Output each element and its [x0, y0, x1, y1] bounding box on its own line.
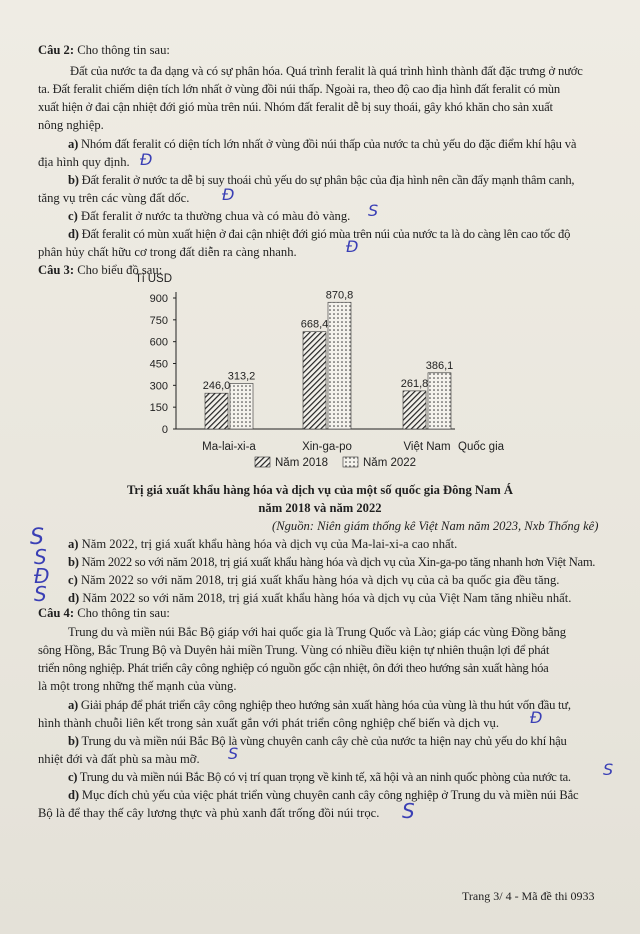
handwritten-mark-q2a: Đ: [140, 150, 153, 169]
handwritten-mark-q3d: S: [34, 582, 47, 606]
q2-a-label: a): [68, 137, 79, 151]
bar-2022-0: [230, 383, 253, 429]
y-tick-label: 0: [161, 424, 168, 436]
q2-title-rest: Cho thông tin sau:: [74, 43, 170, 57]
q3-a-label: a): [68, 537, 79, 551]
q3-title-rest: Cho biểu đồ sau:: [74, 263, 163, 277]
y-tick-label: 150: [149, 402, 168, 415]
bar-2022-1: [328, 302, 351, 429]
y-tick-label: 600: [149, 336, 168, 349]
q2-option-d: [68, 225, 570, 243]
q2-para-line2: ta. Đất feralit chiếm diện tích lớn nhất ở vùng đồi núi thấp. Ngoài ra, theo độ cao địa hình đất feralit có mùn: [38, 82, 561, 96]
q2-option-c: [68, 207, 350, 225]
y-tick-label: 450: [149, 358, 168, 371]
x-tick-label: Xin-ga-po: [302, 441, 352, 453]
q2-d-text: Đất feralit có mùn xuất hiện ở đai cận nhiệt đới gió mùa trên núi của nước ta là do càng lên cao tốc độ: [78, 227, 571, 241]
handwritten-mark-q4c: S: [603, 760, 614, 779]
handwritten-mark-q4d: S: [402, 799, 415, 823]
q2-option-b: [68, 171, 574, 189]
q3-c-text: Năm 2022 so với năm 2018, trị giá xuất khẩu hàng hóa và dịch vụ của cả ba quốc gia đều tăng.: [77, 573, 560, 587]
q3-c-label: c): [68, 573, 78, 587]
q2-b-text: Đất feralit ở nước ta dễ bị suy thoái chủ yếu do sự phân bậc của địa hình nên cần đẩy mạnh thâm canh,: [78, 173, 575, 187]
x-tick-label: Việt Nam: [403, 441, 451, 453]
bar-2018-2: [403, 391, 426, 429]
y-axis-title: Tỉ USD: [134, 273, 172, 285]
page-footer: Trang 3/ 4 - Mã đề thi 0933: [462, 889, 595, 903]
handwritten-mark-q2b: Đ: [222, 185, 235, 204]
q2-b-label: b): [68, 173, 79, 187]
bar-2018-1: [303, 332, 326, 429]
q4-title: Câu 4:: [38, 606, 75, 620]
q4-para-line2: sông Hồng, Bắc Trung Bộ và Duyên hải miền Trung. Vùng có nhiều điều kiện tự nhiên thuận lợi để phát: [38, 643, 550, 657]
q3-d-label: d): [68, 591, 80, 605]
y-tick-label: 750: [149, 314, 168, 327]
q2-title: Câu 2:: [38, 43, 75, 57]
q2-para-line3: xuất hiện ở đai cận nhiệt đới gió mùa trên núi. Nhóm đất feralit dễ bị suy thoái, gây khó khăn cho sản xuất: [38, 100, 553, 114]
y-tick-label: 900: [149, 293, 168, 305]
x-axis-title: Quốc gia: [458, 441, 505, 453]
handwritten-mark-q4b: S: [228, 744, 239, 763]
bar-2022-2: [428, 373, 451, 429]
legend-label-0: Năm 2018: [275, 457, 329, 469]
q3-a-text: Năm 2022, trị giá xuất khẩu hàng hóa và dịch vụ của Ma-lai-xi-a cao nhất.: [78, 537, 458, 551]
q4-d-text: Mục đích chủ yếu của việc phát triển vùng chuyên canh cây công nghiệp ở Trung du và miền núi Bắc: [78, 788, 579, 802]
q4-option-d-line2: Bộ là để thay thế cây lương thực và phủ xanh đất trống đồi núi trọc.: [38, 806, 380, 820]
q4-b-text: Trung du và miền núi Bắc Bộ là vùng chuyên canh cây chè của nước ta hiện nay chủ yếu do khí hậu: [78, 734, 567, 748]
q3-d-text: Năm 2022 so với năm 2018, trị giá xuất khẩu hàng hóa và dịch vụ của Việt Nam tăng nhiều nhất.: [79, 591, 572, 605]
q4-b-label: b): [68, 734, 79, 748]
q3-title: Câu 3:: [38, 263, 75, 277]
y-tick-label: 300: [149, 380, 168, 393]
q4-c-label: c): [68, 770, 78, 784]
q4-option-a-line2: hình thành chuỗi liên kết trong sản xuất gắn với phát triển công nghiệp chế biến và dịch vụ.: [38, 716, 499, 730]
handwritten-mark-q4a: Đ: [530, 708, 543, 727]
chart-source: (Nguồn: Niên giám thống kê Việt Nam năm 2023, Nxb Thống kê): [272, 519, 599, 533]
q2-para-line4: nông nghiệp.: [38, 118, 104, 132]
bar-value-label: 668,4: [300, 318, 329, 331]
q2-option-b-line2: tăng vụ trên các vùng đất dốc.: [38, 191, 190, 205]
q4-heading: [38, 604, 170, 622]
q3-option-c: [68, 571, 559, 589]
q4-title-rest: Cho thông tin sau:: [74, 606, 170, 620]
chart-caption-line1: Trị giá xuất khẩu hàng hóa và dịch vụ của một số quốc gia Đông Nam Á: [126, 483, 514, 497]
handwritten-mark-q2d: Đ: [346, 237, 359, 256]
q4-d-label: d): [68, 788, 79, 802]
chart-legend: [255, 457, 416, 469]
bar-value-label: 261,8: [400, 377, 429, 390]
q3-b-label: b): [68, 555, 79, 569]
legend-label-1: Năm 2022: [363, 457, 417, 469]
bar-2018-0: [205, 393, 228, 429]
q4-option-b-line2: nhiệt đới và đất phù sa màu mỡ.: [38, 752, 200, 766]
q4-para-line4: là một trong những thế mạnh của vùng.: [38, 679, 237, 693]
q2-c-text: Đất feralit ở nước ta thường chua và có màu đỏ vàng.: [77, 209, 351, 223]
chart-caption-line2: năm 2018 và năm 2022: [258, 501, 382, 515]
bar-value-label: 386,1: [425, 359, 454, 372]
q4-option-b: [68, 732, 567, 750]
bar-value-label: 313,2: [227, 370, 256, 383]
q2-option-d-line2: phân hủy chất hữu cơ trong đất diễn ra càng nhanh.: [38, 245, 297, 259]
q4-para-line3: triển nông nghiệp. Phát triển cây công nghiệp có nguồn gốc cận nhiệt, ôn đới theo hướng sản xuất hàng hóa: [38, 661, 549, 675]
q2-a-text: Nhóm đất feralit có diện tích lớn nhất ở vùng đồi núi thấp của nước ta chủ yếu do đặc điểm khí hậu và: [78, 137, 577, 151]
handwritten-mark-q3b: S: [34, 545, 47, 569]
legend-swatch-1: [343, 457, 358, 467]
q4-option-d: [68, 786, 578, 804]
q4-a-text: Giải pháp để phát triển cây công nghiệp theo hướng sản xuất hàng hóa của vùng là thu hút vốn đầu tư,: [78, 698, 571, 712]
q4-option-a: [68, 696, 571, 714]
x-tick-label: Ma-lai-xi-a: [202, 441, 256, 453]
q4-a-label: a): [68, 698, 78, 712]
q2-option-a-line2: địa hình quy định.: [38, 155, 130, 169]
bar-value-label: 246,0: [202, 380, 231, 393]
legend-swatch-0: [255, 457, 270, 467]
export-bar-chart: [0, 268, 640, 488]
bar-value-label: 870,8: [325, 289, 354, 302]
q4-para-line1: Trung du và miền núi Bắc Bộ giáp với hai quốc gia là Trung Quốc và Lào; giáp các vùng Đồng bằng: [68, 625, 566, 639]
handwritten-mark-q2c: S: [368, 201, 379, 220]
handwritten-mark-q3c: Đ: [34, 564, 50, 588]
q2-c-label: c): [68, 209, 78, 223]
q2-para-line1: Đất của nước ta đa dạng và có sự phân hóa. Quá trình feralit là quá trình hình thành đất đặc trưng ở nước: [70, 64, 583, 78]
q3-option-b: [68, 553, 595, 571]
chart-bars: [203, 289, 454, 429]
q3-b-text: Năm 2022 so với năm 2018, trị giá xuất khẩu hàng hóa và dịch vụ của Xin-ga-po tăng nhanh hơn Việt Nam.: [78, 555, 596, 569]
q2-d-label: d): [68, 227, 79, 241]
q4-option-c: [68, 768, 571, 786]
q2-heading: [38, 41, 170, 59]
handwritten-mark-q3a: S: [30, 525, 44, 550]
q4-c-text: Trung du và miền núi Bắc Bộ có vị trí quan trọng về kinh tế, xã hội và an ninh quốc phòng của nước ta.: [77, 770, 571, 784]
q3-option-a: [68, 535, 457, 553]
